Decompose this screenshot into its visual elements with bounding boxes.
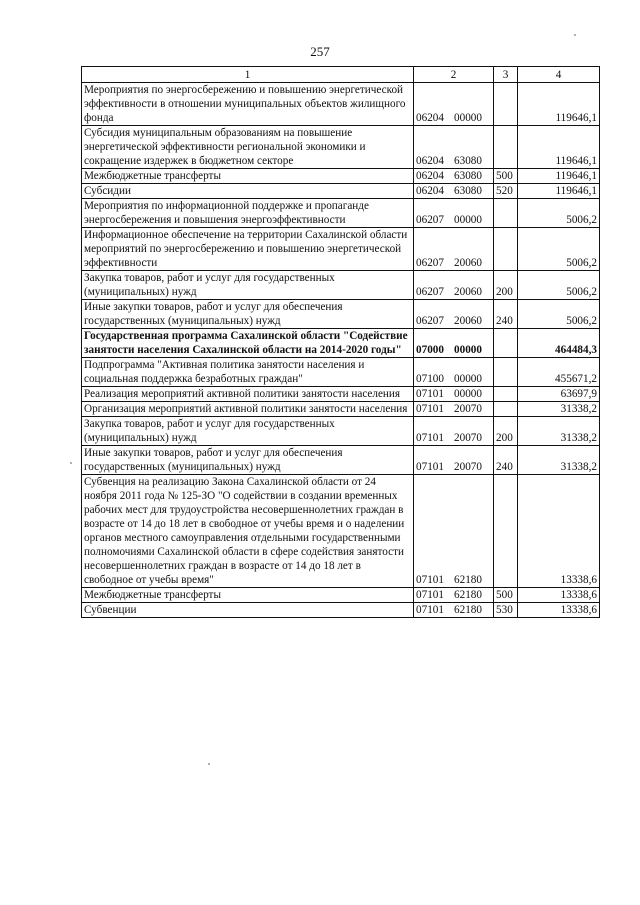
row-target-article [414,228,494,271]
row-target-article [414,603,494,618]
row-expense-type: 240 [494,300,518,329]
row-name: Субвенции [82,603,414,618]
target-article-direction: 62180 [454,589,482,601]
row-amount: 464484,3 [518,329,600,358]
target-article-direction: 00000 [454,344,482,356]
target-article-direction: 20070 [454,461,482,473]
header-col-3: 3 [494,67,518,83]
target-article-direction: 00000 [454,373,482,385]
table-row [82,300,600,329]
row-target-article [414,329,494,358]
row-amount: 5006,2 [518,300,600,329]
row-name: Закупка товаров, работ и услуг для государственных (муниципальных) нужд [82,271,414,300]
scan-speck [70,462,72,464]
target-article-program: 06204 [416,155,444,167]
target-article-direction: 62180 [454,604,482,616]
table-row [82,169,600,184]
target-article-direction: 20060 [454,315,482,327]
row-expense-type: 520 [494,184,518,199]
row-target-article [414,271,494,300]
row-amount: 31338,2 [518,446,600,475]
target-article-program: 07100 [416,373,444,385]
target-article-program: 06207 [416,214,444,226]
row-name: Мероприятия по энергосбережению и повышению энергетической эффективности в отношении муниципальных объектов жилищного фонда [82,83,414,126]
row-name: Государственная программа Сахалинской области "Содействие занятости населения Сахалинской области на 2014-2020 годы" [82,329,414,358]
table-row [82,358,600,387]
target-article-direction: 20060 [454,286,482,298]
row-expense-type: 530 [494,603,518,618]
target-article-direction: 20060 [454,257,482,269]
header-col-2: 2 [414,67,494,83]
target-article-direction: 63080 [454,170,482,182]
row-amount: 63697,9 [518,387,600,402]
row-target-article [414,475,494,588]
row-expense-type [494,329,518,358]
table-row [82,417,600,446]
row-amount: 13338,6 [518,603,600,618]
row-name: Мероприятия по информационной поддержке и пропаганде энергосбережения и повышения энергоэффективности [82,199,414,228]
row-expense-type [494,402,518,417]
row-target-article [414,446,494,475]
row-name: Иные закупки товаров, работ и услуг для обеспечения государственных (муниципальных) нужд [82,446,414,475]
target-article-program: 06204 [416,185,444,197]
table-row [82,588,600,603]
target-article-program: 07101 [416,589,444,601]
row-target-article [414,417,494,446]
target-article-direction: 62180 [454,574,482,586]
row-amount: 5006,2 [518,228,600,271]
row-expense-type [494,387,518,402]
row-expense-type [494,358,518,387]
target-article-direction: 63080 [454,185,482,197]
target-article-program: 06204 [416,170,444,182]
row-amount: 5006,2 [518,271,600,300]
row-name: Реализация мероприятий активной политики занятости населения [82,387,414,402]
table-row [82,387,600,402]
table-row [82,446,600,475]
row-amount: 119646,1 [518,184,600,199]
row-amount: 13338,6 [518,588,600,603]
row-expense-type [494,475,518,588]
row-target-article [414,83,494,126]
row-target-article [414,358,494,387]
target-article-program: 07101 [416,403,444,415]
target-article-direction: 20070 [454,432,482,444]
row-amount: 119646,1 [518,169,600,184]
row-target-article [414,402,494,417]
row-target-article [414,126,494,169]
row-expense-type: 500 [494,169,518,184]
row-expense-type [494,199,518,228]
table-row [82,126,600,169]
row-target-article [414,169,494,184]
target-article-direction: 00000 [454,214,482,226]
target-article-program: 06207 [416,257,444,269]
scan-speck [208,763,210,765]
target-article-direction: 20070 [454,403,482,415]
row-amount: 13338,6 [518,475,600,588]
target-article-program: 07000 [416,344,444,356]
table-row [82,329,600,358]
row-expense-type: 200 [494,417,518,446]
row-expense-type: 200 [494,271,518,300]
target-article-program: 06207 [416,286,444,298]
table-row [82,184,600,199]
page-number: 257 [310,44,330,59]
budget-table [81,66,600,618]
row-target-article [414,184,494,199]
table-row [82,603,600,618]
row-amount: 455671,2 [518,358,600,387]
row-name: Закупка товаров, работ и услуг для государственных (муниципальных) нужд [82,417,414,446]
row-amount: 31338,2 [518,402,600,417]
row-amount: 119646,1 [518,126,600,169]
table-row [82,402,600,417]
target-article-program: 07101 [416,388,444,400]
header-col-4: 4 [518,67,600,83]
row-target-article [414,588,494,603]
row-expense-type [494,83,518,126]
row-name: Субвенция на реализацию Закона Сахалинской области от 24 ноября 2011 года № 125-ЗО "О содействии в создании временных рабочих мест для трудоустройства несовершеннолетних граждан в возрасте от 14 до 18 лет в свободное от учебы время и о наделении органов местного самоуправления отдельными государственными полномочиями Сахалинской области в сфере содействия занятости несовершеннолетних граждан в возрасте от 14 до 18 лет в свободное от учебы время" [82,475,414,588]
row-name: Информационное обеспечение на территории Сахалинской области мероприятий по энергосбережению и повышению энергетической эффективности [82,228,414,271]
target-article-direction: 00000 [454,388,482,400]
table-row [82,228,600,271]
row-target-article [414,199,494,228]
row-expense-type [494,126,518,169]
row-expense-type: 500 [494,588,518,603]
row-name: Субсидия муниципальным образованиям на повышение энергетической эффективности региональной экономики и сокращение издержек в бюджетном секторе [82,126,414,169]
header-col-1: 1 [82,67,414,83]
table-body [82,83,600,618]
row-target-article [414,300,494,329]
row-name: Организация мероприятий активной политики занятости населения [82,402,414,417]
header-row [82,67,600,83]
row-amount: 31338,2 [518,417,600,446]
target-article-program: 07101 [416,432,444,444]
target-article-program: 07101 [416,461,444,473]
target-article-program: 06204 [416,112,444,124]
row-amount: 119646,1 [518,83,600,126]
row-name: Подпрограмма "Активная политика занятости населения и социальная поддержка безработных граждан" [82,358,414,387]
target-article-program: 06207 [416,315,444,327]
row-name: Межбюджетные трансферты [82,588,414,603]
row-expense-type: 240 [494,446,518,475]
row-name: Межбюджетные трансферты [82,169,414,184]
row-expense-type [494,228,518,271]
target-article-direction: 00000 [454,112,482,124]
row-name: Иные закупки товаров, работ и услуг для обеспечения государственных (муниципальных) нужд [82,300,414,329]
scan-speck [574,34,576,36]
row-name: Субсидии [82,184,414,199]
target-article-program: 07101 [416,574,444,586]
target-article-program: 07101 [416,604,444,616]
table-row [82,199,600,228]
table-row [82,475,600,588]
row-amount: 5006,2 [518,199,600,228]
table-row [82,83,600,126]
table-row [82,271,600,300]
target-article-direction: 63080 [454,155,482,167]
row-target-article [414,387,494,402]
